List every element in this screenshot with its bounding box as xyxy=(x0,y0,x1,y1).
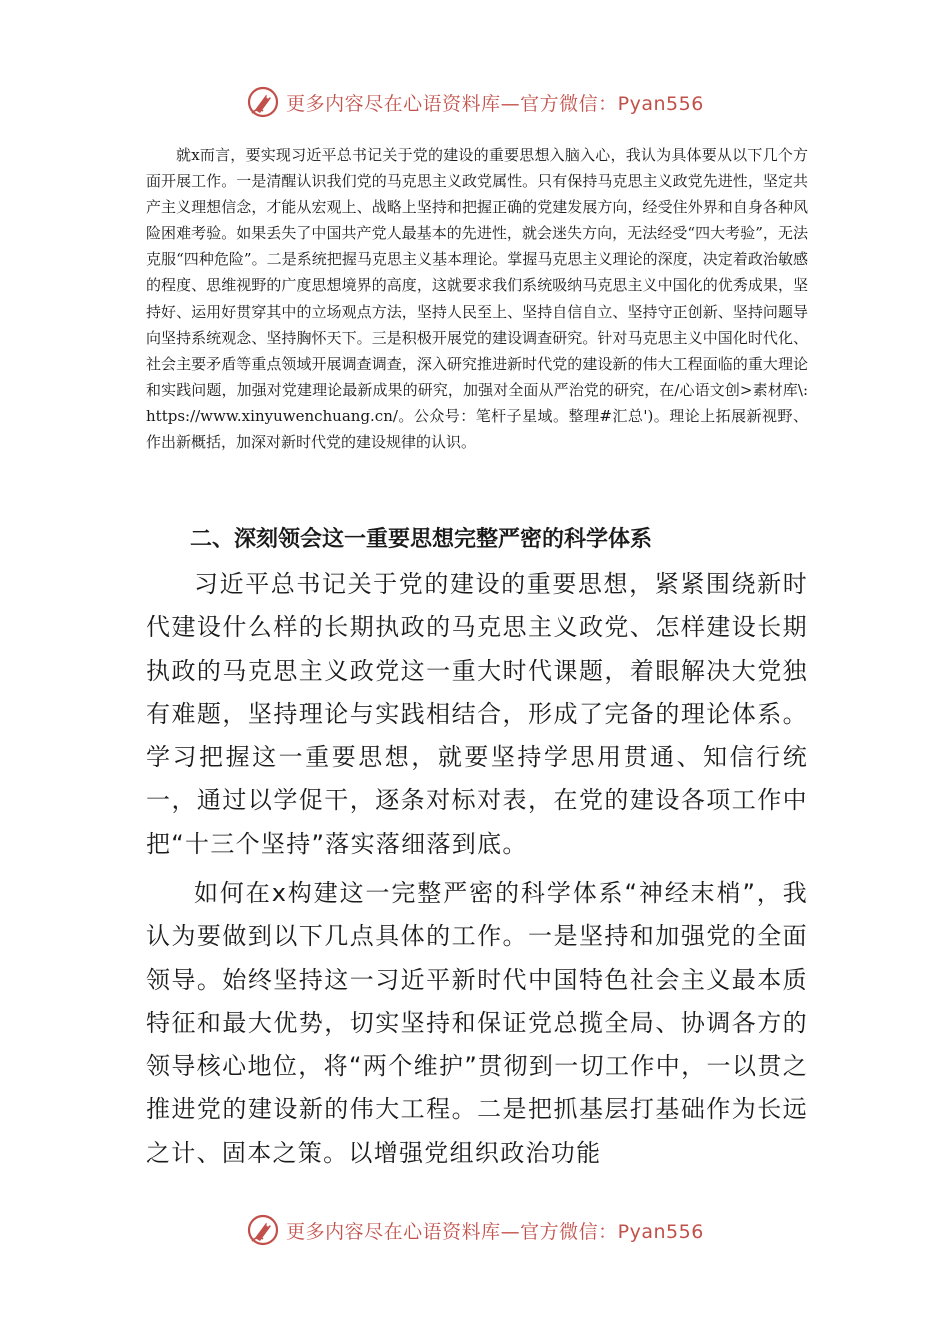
section-heading: 二、深刻领会这一重要思想完整严密的科学体系 xyxy=(190,527,653,552)
body-paragraph-1: 习近平总书记关于党的建设的重要思想，紧紧围绕新时代建设什么样的长期执政的马克思主义政党、怎样建设长期执政的马克思主义政党这一重大时代课题，着眼解决大党独有难题，坚持理论与实践相结合，形成了完备的理论体系。学习把握这一重要思想，就要坚持学思用贯通、知信行统一，通过以学促干，逐条对标对表，在党的建设各项工作中把“十三个坚持”落实落细落到底。 xyxy=(146,570,808,858)
body-paragraph-2: 如何在x构建这一完整严密的科学体系“神经末梢”，我认为要做到以下几点具体的工作。一是坚持和加强党的全面领导。始终坚持这一习近平新时代中国特色社会主义最本质特征和最大优势，切实坚持和保证党总揽全局、协调各方的领导核心地位，将“两个维护”贯彻到一切工作中，一以贯之推进党的建设新的伟大工程。二是把抓基层打基础作为长远之计、固本之策。以增强党组织政治功能 xyxy=(146,879,808,1167)
pen-nib-logo-icon xyxy=(246,1213,280,1247)
paragraph-text-end: 理论上拓展新视野、作出新概括，加深对新时代党的建设规律的认识。 xyxy=(146,406,808,452)
banner-text: 更多内容尽在心语资料库—官方微信：Pyan556 xyxy=(286,92,704,115)
footer-banner xyxy=(0,1210,950,1250)
body-paragraph-small xyxy=(146,142,808,455)
pen-nib-logo-icon xyxy=(246,85,280,119)
banner-text: 更多内容尽在心语资料库—官方微信：Pyan556 xyxy=(286,1220,704,1243)
source-watermark-text: 在/心语文创>素材库\: https://www.xinyuwenchuang.cn/。公众号：笔杆子星域。整理#汇总')。 xyxy=(146,380,808,425)
header-banner xyxy=(0,82,950,122)
paragraph-text: 就x而言，要实现习近平总书记关于党的建设的重要思想入脑入心，我认为具体要从以下几个方面开展工作。一是清醒认识我们党的马克思主义政党属性。只有保持马克思主义政党先进性，坚定共产主义理想信念，才能从宏观上、战略上坚持和把握正确的党建发展方向，经受住外界和自身各种风险困难考验。如果丢失了中国共产党人最基本的先进性，就会迷失方向，无法经受“四大考验”，无法克服“四种危险”。二是系统把握马克思主义基本理论。掌握马克思主义理论的深度，决定着政治敏感的程度、思维视野的广度思想境界的高度，这就要求我们系统吸纳马克思主义中国化的优秀成果，坚持好、运用好贯穿其中的立场观点方法，坚持人民至上、坚持自信自立、坚持守正创新、坚持问题导向坚持系统观念、坚持胸怀天下。三是积极开展党的建设调查研究。针对马克思主义中国化时代化、社会主要矛盾等重点领域开展调查调查，深入研究推进新时代党的建设新的伟大工程面临的重大理论和实践问题，加强对党建理论最新成果的研究，加强对全面从严治党的研究， xyxy=(146,146,808,399)
